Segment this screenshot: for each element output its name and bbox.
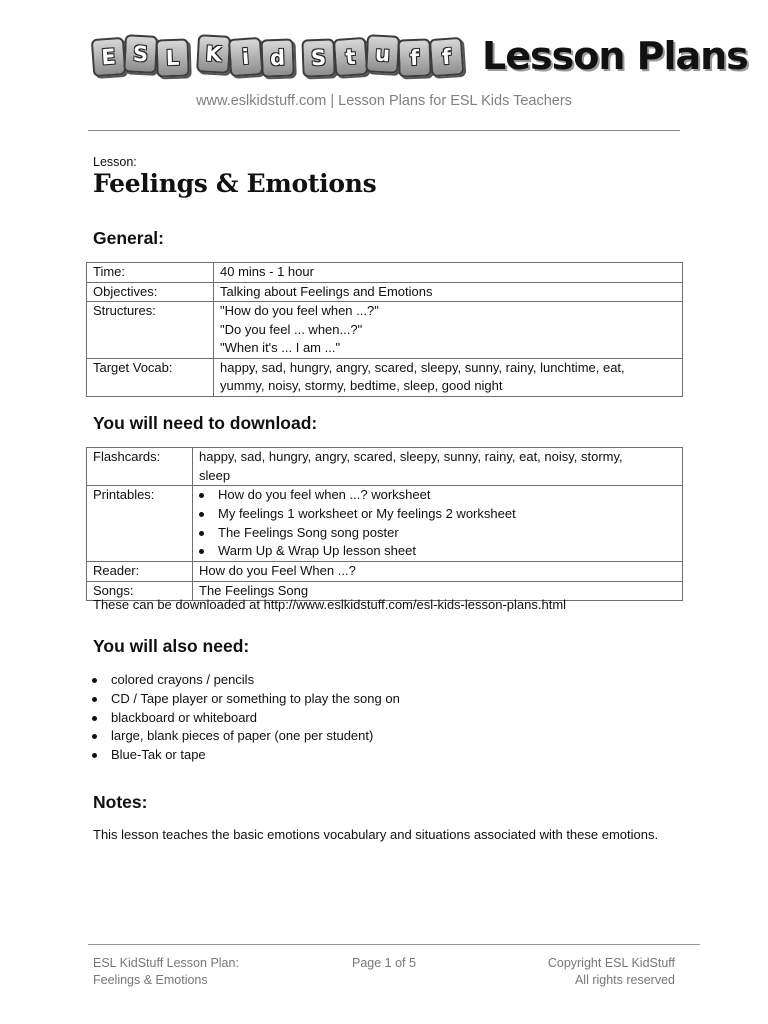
site-tagline: www.eslkidstuff.com | Lesson Plans for ESL Kids Teachers xyxy=(196,93,572,109)
row-value: How do you Feel When ...? xyxy=(193,562,683,582)
header-logo xyxy=(92,30,748,82)
logo-tile: S xyxy=(301,38,335,77)
header-divider xyxy=(88,130,680,131)
list-item: Blue-Tak or tape xyxy=(86,746,400,765)
list-item: Warm Up & Wrap Up lesson sheet xyxy=(193,542,676,561)
table-row xyxy=(87,562,683,582)
list-item: The Feelings Song song poster xyxy=(193,524,676,543)
value-line: "Do you feel ... when...?" xyxy=(220,321,363,337)
row-value xyxy=(214,302,683,359)
value-line: Talking about Feelings and Emotions xyxy=(220,283,433,299)
row-value xyxy=(214,263,683,283)
value-line: yummy, noisy, stormy, bedtime, sleep, good night xyxy=(220,378,503,393)
value-line: sleep xyxy=(199,467,231,483)
logo-tile: f xyxy=(429,37,465,77)
row-key: Songs: xyxy=(87,581,193,601)
row-value xyxy=(214,358,683,396)
row-value xyxy=(214,282,683,302)
download-heading: You will need to download: xyxy=(93,413,318,433)
logo-tile: K xyxy=(196,34,231,74)
row-key: Flashcards: xyxy=(87,448,193,486)
page-number: Page 1 of 5 xyxy=(352,956,416,970)
also-need-list xyxy=(86,671,400,765)
notes-heading: Notes: xyxy=(93,792,148,812)
table-row xyxy=(87,448,683,486)
list-item: CD / Tape player or something to play the song on xyxy=(86,690,400,709)
row-key: Objectives: xyxy=(87,282,214,302)
lesson-plans-logo-text: Lesson Plans xyxy=(482,34,748,78)
printables-list xyxy=(193,486,676,561)
general-table xyxy=(86,262,683,397)
row-key: Printables: xyxy=(87,486,193,562)
list-item: My feelings 1 worksheet or My feelings 2 worksheet xyxy=(193,505,676,524)
logo-tile: E xyxy=(91,37,127,77)
lesson-label: Lesson: xyxy=(93,155,137,169)
footer-right xyxy=(520,955,675,988)
logo-tile: u xyxy=(365,34,400,74)
value-line: 40 mins - 1 hour xyxy=(220,264,314,279)
esl-kidstuff-logo xyxy=(92,37,462,75)
row-key: Time: xyxy=(87,263,214,283)
footer-left xyxy=(93,955,239,988)
value-line: "How do you feel when ...?" xyxy=(220,303,379,318)
logo-tile: t xyxy=(333,37,369,77)
footer-plan-label: ESL KidStuff Lesson Plan: xyxy=(93,956,239,970)
logo-tile: S xyxy=(123,34,158,74)
footer-divider xyxy=(88,944,700,945)
list-item: How do you feel when ...? worksheet xyxy=(193,486,676,505)
row-value: The Feelings Song xyxy=(193,581,683,601)
list-item: colored crayons / pencils xyxy=(86,671,400,690)
logo-tile: i xyxy=(228,37,264,77)
row-key: Target Vocab: xyxy=(87,358,214,396)
table-row xyxy=(87,486,683,562)
value-line: happy, sad, hungry, angry, scared, sleepy, sunny, rainy, eat, noisy, stormy, xyxy=(199,449,623,464)
logo-tile: L xyxy=(155,38,189,77)
row-key: Structures: xyxy=(87,302,214,359)
table-row xyxy=(87,282,683,302)
row-value xyxy=(193,448,683,486)
logo-tile: f xyxy=(397,38,431,77)
lesson-title: Feelings & Emotions xyxy=(93,169,377,198)
download-note: These can be downloaded at http://www.eslkidstuff.com/esl-kids-lesson-plans.html xyxy=(93,597,567,612)
general-heading: General: xyxy=(93,228,164,248)
table-row xyxy=(87,302,683,359)
row-value xyxy=(193,486,683,562)
copyright-text: Copyright ESL KidStuff xyxy=(547,956,675,970)
also-need-heading: You will also need: xyxy=(93,636,250,656)
value-line: happy, sad, hungry, angry, scared, sleepy, sunny, rainy, lunchtime, eat, xyxy=(220,359,625,375)
table-row xyxy=(87,263,683,283)
list-item: large, blank pieces of paper (one per student) xyxy=(86,727,400,746)
rights-text: All rights reserved xyxy=(574,972,675,987)
footer-plan-title: Feelings & Emotions xyxy=(93,972,208,987)
value-line: "When it's ... I am ..." xyxy=(220,340,341,355)
logo-tile: d xyxy=(260,38,294,77)
download-table xyxy=(86,447,683,601)
table-row xyxy=(87,358,683,396)
notes-text: This lesson teaches the basic emotions vocabulary and situations associated with these emotions. xyxy=(93,827,659,842)
row-key: Reader: xyxy=(87,562,193,582)
list-item: blackboard or whiteboard xyxy=(86,709,400,728)
